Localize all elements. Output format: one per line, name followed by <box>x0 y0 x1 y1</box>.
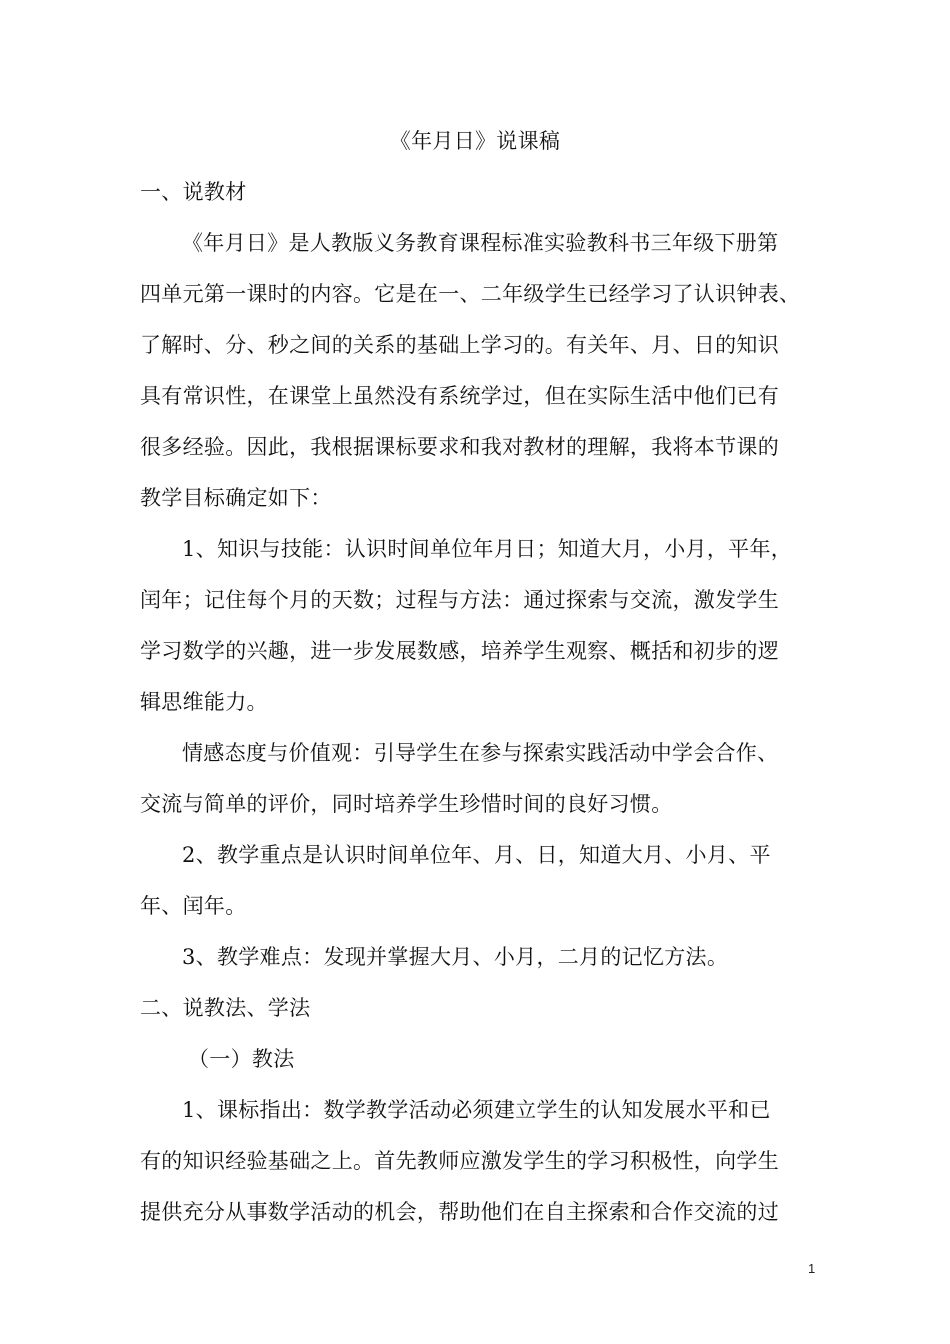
text-line: 有的知识经验基础之上。首先教师应激发学生的学习积极性，向学生 <box>140 1149 779 1173</box>
text-line: 辑思维能力。 <box>140 690 268 714</box>
text-line: 四单元第一课时的内容。它是在一、二年级学生已经学习了认识钟表、 <box>140 282 801 306</box>
text-line: 交流与简单的评价，同时培养学生珍惜时间的良好习惯。 <box>140 792 673 816</box>
text-line: 具有常识性，在课堂上虽然没有系统学过，但在实际生活中他们已有 <box>140 384 779 408</box>
document-title: 《年月日》说课稿 <box>389 129 561 153</box>
text-line: 了解时、分、秒之间的关系的基础上学习的。有关年、月、日的知识 <box>140 333 779 357</box>
text-line: 很多经验。因此，我根据课标要求和我对教材的理解，我将本节课的 <box>140 435 779 459</box>
text-line: 1、课标指出：数学教学活动必须建立学生的认知发展水平和已 <box>182 1098 771 1122</box>
text-line: 2、教学重点是认识时间单位年、月、日，知道大月、小月、平 <box>182 843 771 867</box>
text-line: 3、教学难点：发现并掌握大月、小月，二月的记忆方法。 <box>182 945 729 969</box>
text-line: 《年月日》是人教版义务教育课程标准实验教科书三年级下册第 <box>182 231 779 255</box>
text-line: 闰年；记住每个月的天数；过程与方法：通过探索与交流，激发学生 <box>140 588 779 612</box>
section-heading-methods: 二、说教法、学法 <box>140 996 311 1020</box>
text-line: 情感态度与价值观：引导学生在参与探索实践活动中学会合作、 <box>182 741 779 765</box>
text-line: 年、闰年。 <box>140 894 247 918</box>
text-line: 1、知识与技能：认识时间单位年月日；知道大月，小月，平年， <box>182 537 793 561</box>
text-line: 提供充分从事数学活动的机会，帮助他们在自主探索和合作交流的过 <box>140 1200 779 1224</box>
text-line: 学习数学的兴趣，进一步发展数感，培养学生观察、概括和初步的逻 <box>140 639 779 663</box>
section-heading-textbook: 一、说教材 <box>140 180 247 204</box>
page-number: 1 <box>808 1261 816 1276</box>
text-line: 教学目标确定如下： <box>140 486 332 510</box>
subsection-heading-teaching-method: （一）教法 <box>188 1047 295 1071</box>
